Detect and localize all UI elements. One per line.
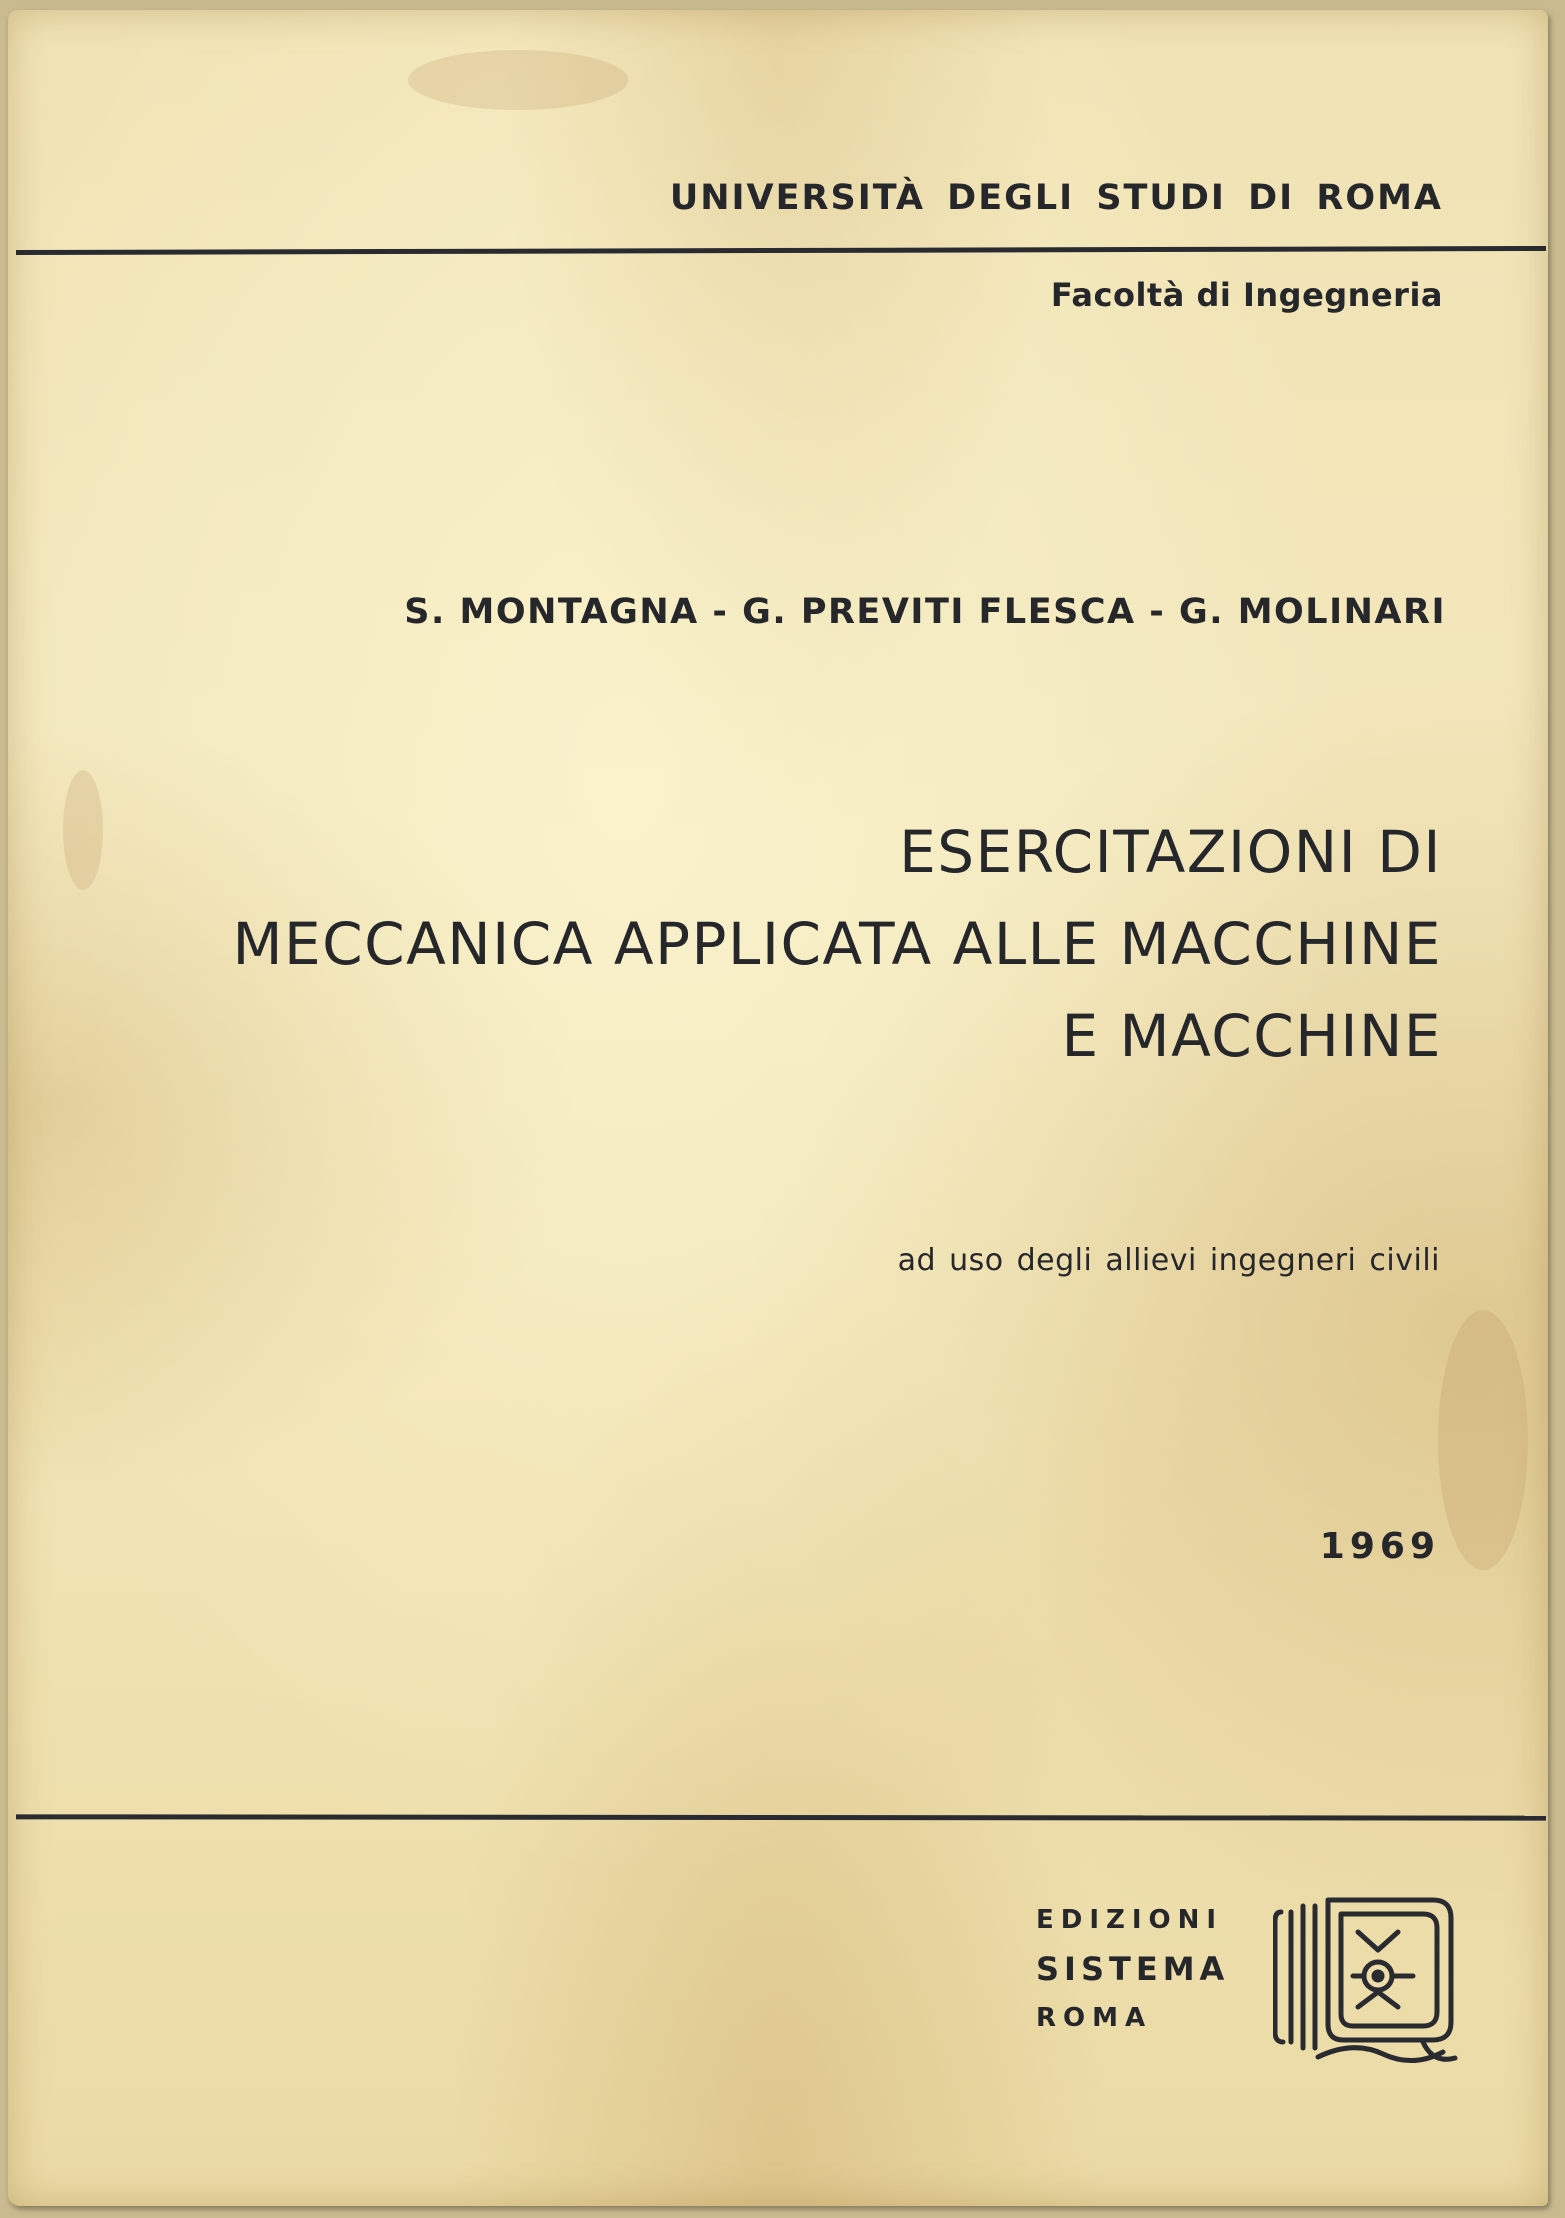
bottom-divider (16, 1814, 1546, 1820)
book-cover (8, 10, 1548, 2206)
publisher-line: EDIZIONI (1036, 1905, 1224, 1935)
paper-stain (63, 770, 103, 890)
university-name: UNIVERSITÀ DEGLI STUDI DI ROMA (669, 178, 1443, 218)
subtitle: ad uso degli allievi ingegneri civili (897, 1243, 1440, 1278)
publisher-line: ROMA (1036, 2003, 1153, 2033)
paper-stain (1438, 1310, 1528, 1570)
book-title (232, 806, 1442, 1082)
top-divider (16, 246, 1546, 255)
paper-stain (408, 50, 628, 110)
title-line: E MACCHINE (1061, 1002, 1442, 1070)
publisher-line: SISTEMA (1036, 1950, 1230, 1988)
title-line: MECCANICA APPLICATA ALLE MACCHINE (232, 910, 1442, 978)
edizioni-sistema-logo-icon (1273, 1892, 1458, 2072)
title-line: ESERCITAZIONI DI (899, 818, 1442, 886)
publisher-block (1036, 1900, 1229, 2038)
faculty-name: Facoltà di Ingegneria (1050, 276, 1443, 314)
publication-year: 1969 (1319, 1526, 1440, 1567)
authors: S. MONTAGNA - G. PREVITI FLESCA - G. MOLINARI (404, 592, 1446, 632)
